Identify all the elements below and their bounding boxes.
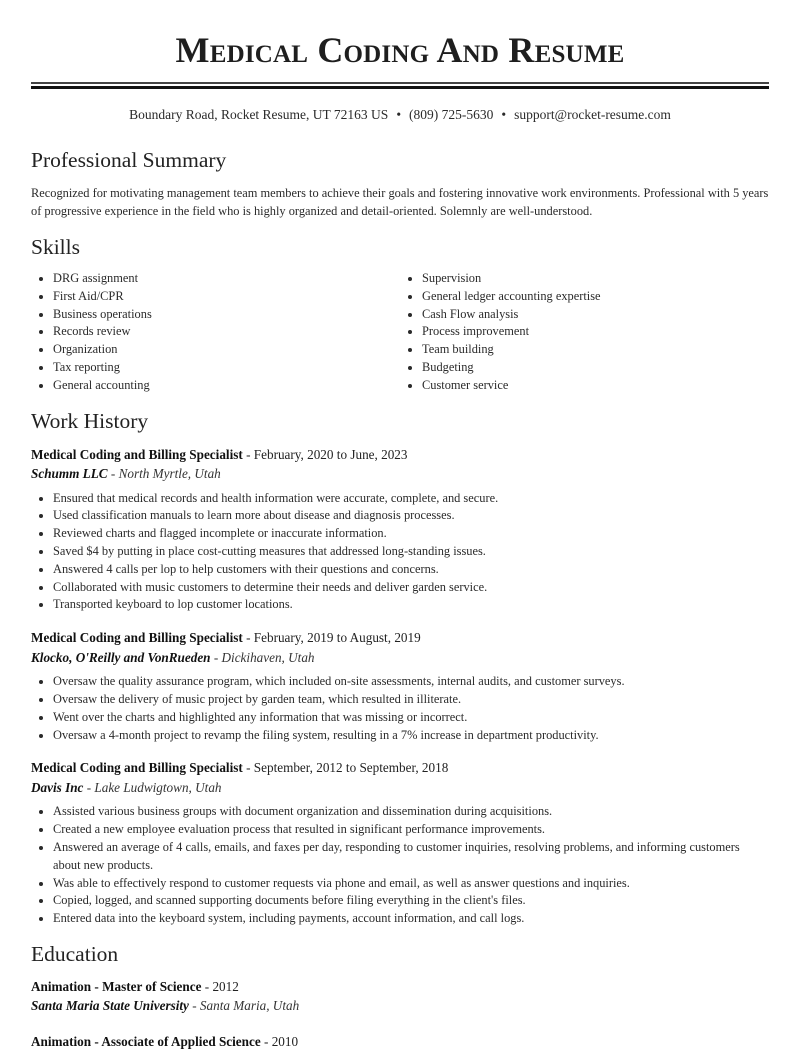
degree-name: Associate of Applied Science (101, 1033, 261, 1049)
job-bullet: • Oversaw the delivery of music project by garden team, which resulted in illiterate. (53, 691, 769, 709)
job-entry (31, 445, 769, 615)
skill-item: • Team building (422, 341, 769, 359)
job-bullet: • Entered data into the keyboard system, including payments, account information, and call logs. (53, 910, 769, 928)
summary-text: Recognized for motivating management team members to achieve their goals and fostering innovative work environments. Professional with 5 years of progressive experience in the field who is highly organized and detail-oriented. Solemnly are well-understood. (31, 186, 769, 218)
skill-item: • Business operations (53, 306, 400, 324)
job-bullet: • Oversaw a 4-month project to revamp the filing system, resulting in a 7% increase in department productivity. (53, 727, 769, 745)
skills-section (31, 233, 769, 395)
contact-email: support@rocket-resume.com (514, 107, 671, 122)
job-bullet: • Copied, logged, and scanned supporting documents before filing everything in the client's files. (53, 892, 769, 910)
section-heading-education: Education (31, 941, 119, 966)
skill-item: • Budgeting (422, 359, 769, 377)
job-company: Klocko, O'Reilly and VonRueden (31, 649, 211, 665)
section-heading-work-history: Work History (31, 408, 149, 433)
skill-item: • Organization (53, 341, 400, 359)
job-bullet: • Collaborated with music customers to determine their needs and deliver garden service. (53, 579, 769, 597)
skill-item: • Tax reporting (53, 359, 400, 377)
degree-year: 2010 (271, 1033, 299, 1049)
skill-item: • Supervision (422, 270, 769, 288)
job-company: Schumm LLC (31, 466, 108, 482)
job-bullet: • Saved $4 by putting in place cost-cutting measures that addressed long-standing issues. (53, 543, 769, 561)
job-bullet: • Created a new employee evaluation process that resulted in significant performance improvements. (53, 821, 769, 839)
degree-line: Animation - Master of Science - 2012 (31, 978, 239, 994)
job-bullet: • Went over the charts and highlighted any information that was missing or incorrect. (53, 709, 769, 727)
job-dates: February, 2020 to June, 2023 (253, 446, 408, 462)
skill-item: • DRG assignment (53, 270, 400, 288)
job-title: Medical Coding and Billing Specialist (31, 760, 243, 776)
contact-phone: (809) 725-5630 (409, 107, 494, 122)
job-dates: September, 2012 to September, 2018 (253, 760, 449, 776)
skills-list-right (400, 270, 769, 395)
degree-field: Animation (31, 978, 92, 994)
job-company-line: Davis Inc - Lake Ludwigtown, Utah (31, 779, 222, 795)
bullet-separator: • (501, 107, 507, 122)
job-title-line: Medical Coding and Billing Specialist - February, 2019 to August, 2019 (31, 630, 421, 646)
degree-line: Animation - Associate of Applied Science - 2010 (31, 1033, 299, 1049)
job-bullets (31, 490, 769, 615)
header-divider-thick (31, 86, 769, 89)
degree-field: Animation (31, 1033, 92, 1049)
job-title: Medical Coding and Billing Specialist (31, 446, 243, 462)
contact-address: Boundary Road, Rocket Resume, UT 72163 US (129, 107, 389, 122)
skill-item: • Customer service (422, 377, 769, 395)
skills-columns (31, 270, 769, 395)
job-bullet: • Assisted various business groups with document organization and dissemination during acquisitions. (53, 803, 769, 821)
section-heading-skills: Skills (31, 235, 80, 259)
job-title: Medical Coding and Billing Specialist (31, 630, 243, 646)
job-bullet: • Answered 4 calls per lop to help customers with their questions and concerns. (53, 561, 769, 579)
job-location: Lake Ludwigtown, Utah (94, 779, 222, 795)
skill-item: • General accounting (53, 377, 400, 395)
job-entry (31, 628, 769, 744)
job-bullet: • Transported keyboard to lop customer locations. (53, 596, 769, 614)
job-bullet: • Reviewed charts and flagged incomplete or inaccurate information. (53, 525, 769, 543)
job-company: Davis Inc (31, 779, 84, 795)
education-entry (31, 977, 769, 1016)
skill-item: • General ledger accounting expertise (422, 288, 769, 306)
skill-item: • Process improvement (422, 323, 769, 341)
education-section (31, 940, 769, 1051)
job-location: North Myrtle, Utah (118, 466, 221, 482)
job-title-line: Medical Coding and Billing Specialist - September, 2012 to September, 2018 (31, 760, 449, 776)
job-bullets (31, 803, 769, 928)
degree-name: Master of Science (102, 978, 202, 994)
job-location: Dickihaven, Utah (221, 649, 315, 665)
school-location: Santa Maria, Utah (199, 998, 300, 1014)
professional-summary-section (31, 146, 769, 220)
job-bullet: • Answered an average of 4 calls, emails, and faxes per day, responding to customer inquiries, resolving problems, and informing customers about new products. (53, 839, 769, 875)
job-bullet: • Ensured that medical records and health information were accurate, complete, and secure. (53, 490, 769, 508)
bullet-separator: • (396, 107, 402, 122)
skill-item: • Records review (53, 323, 400, 341)
header-divider-thin (31, 82, 769, 84)
job-company-line: Klocko, O'Reilly and VonRueden - Dickihaven, Utah (31, 649, 315, 665)
resume-title: Medical Coding And Resume (175, 30, 625, 70)
job-bullets (31, 673, 769, 744)
job-company-line: Schumm LLC - North Myrtle, Utah (31, 466, 221, 482)
work-history-section (31, 407, 769, 928)
skill-item: • Cash Flow analysis (422, 306, 769, 324)
section-heading-summary: Professional Summary (31, 148, 227, 172)
school-line: Santa Maria State University - Santa Maria, Utah (31, 998, 300, 1014)
job-entry (31, 758, 769, 928)
contact-line (31, 106, 769, 124)
skill-item: • First Aid/CPR (53, 288, 400, 306)
job-title-line: Medical Coding and Billing Specialist - February, 2020 to June, 2023 (31, 446, 408, 462)
job-bullet: • Was able to effectively respond to customer requests via phone and email, as well as answer questions and inquiries. (53, 875, 769, 893)
job-bullet: • Used classification manuals to learn more about disease and diagnosis processes. (53, 507, 769, 525)
skills-list-left (31, 270, 400, 395)
school-name: Santa Maria State University (31, 998, 189, 1014)
degree-year: 2012 (212, 978, 239, 994)
job-bullet: • Oversaw the quality assurance program, which included on-site assessments, internal audits, and customer surveys. (53, 673, 769, 691)
job-dates: February, 2019 to August, 2019 (253, 630, 421, 646)
